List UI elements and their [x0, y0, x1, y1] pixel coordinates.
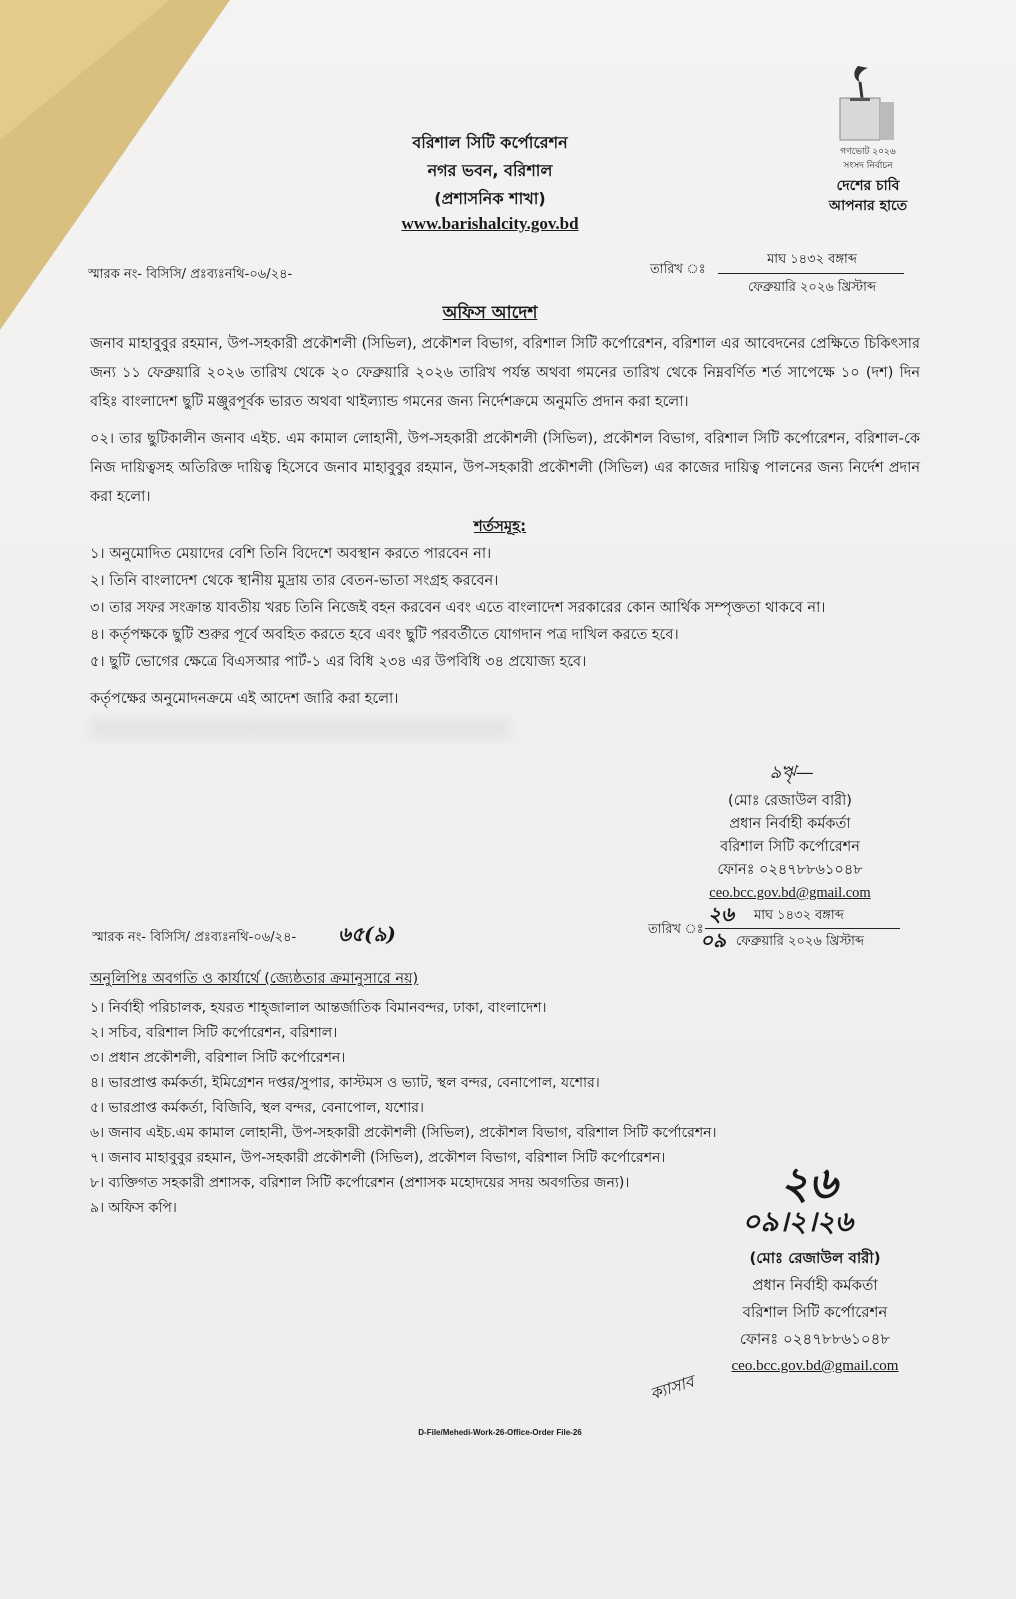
- condition-item: ৫। ছুটি ভোগের ক্ষেত্রে বিএসআর পার্ট-১ এর বিধি ২৩৪ এর উপবিধি ৩৪ প্রযোজ্য হবে।: [90, 654, 587, 670]
- signatory-2-designation: প্রধান নির্বাহী কর্মকর্তা: [752, 1276, 878, 1294]
- memo-2-date-bangla: মাঘ ১৪৩২ বঙ্গাব্দ: [754, 908, 844, 923]
- file-path: D-File/Mehedi-Work-26-Office-Order File-26: [418, 1428, 582, 1437]
- logo-line-3: দেশের চাবি: [836, 178, 900, 194]
- condition-item: ২। তিনি বাংলাদেশ থেকে স্থানীয় মুদ্রায় তার বেতন-ভাতা সংগ্রহ করবেন।: [90, 573, 499, 589]
- logo-line-1: গণভোট ২০২৬: [840, 147, 896, 157]
- signatory-2-phone: ফোনঃ ০২৪৭৮৮৬১০৪৮: [739, 1330, 891, 1348]
- date-label: তারিখ ঃ: [650, 262, 706, 277]
- signatory-2-block: [720, 1245, 910, 1380]
- signatory-1-name: (মোঃ রেজাউল বারী): [728, 793, 852, 809]
- branch-name: (প্রশাসনিক শাখা): [434, 189, 546, 208]
- signatory-1-block: [690, 790, 890, 905]
- order-paragraph-2: ০২। তার ছুটিকালীন জনাব এইচ. এম কামাল লোহানী, উপ-সহকারী প্রকৌশলী (সিভিল), প্রকৌশল বিভাগ, বরিশাল সিটি কর্পোরেশন, বরিশাল-কে নিজ দায়িত্বসহ অতিরিক্ত দায়িত্ব হিসেবে জনাব মাহাবুবুর রহমান, উপ-সহকারী প্রকৌশলী (সিভিল) এর কাজের দায়িত্ব পালনের জন্য নির্দেশ প্রদান করা হলো।: [90, 431, 920, 505]
- memo-2-ref-number: ৬৫(৯): [338, 922, 396, 946]
- memo-reference: স্মারক নং- বিসিসি/ প্রঃব্যঃনথি-০৬/২৪-: [88, 267, 293, 282]
- org-name: বরিশাল সিটি কর্পোরেশন: [412, 133, 568, 152]
- condition-item: ৩। তার সফর সংক্রান্ত যাবতীয় খরচ তিনি নিজেই বহন করবেন এবং এতে বাংলাদেশ সরকারের কোন আর্থিক সম্পৃক্ততা থাকবে না।: [90, 600, 826, 616]
- closing-line: কর্তৃপক্ষের অনুমোদনক্রমে এই আদেশ জারি করা হলো।: [90, 691, 399, 707]
- copy-item: ৩। প্রধান প্রকৌশলী, বরিশাল সিটি কর্পোরেশন।: [90, 1050, 346, 1066]
- handwritten-number: ২৬: [780, 1158, 838, 1209]
- copy-item: ৪। ভারপ্রাপ্ত কর্মকর্তা, ইমিগ্রেশন দপ্তর/সুপার, কাস্টমস ও ভ্যাট, স্থল বন্দর, বেনাপোল, যশোর।: [90, 1075, 600, 1091]
- memo-2-day-bangla: ২৬: [708, 902, 735, 926]
- copy-item: ৬। জনাব এইচ.এম কামাল লোহানী, উপ-সহকারী প্রকৌশলী (সিভিল), প্রকৌশল বিভাগ, বরিশাল সিটি কর্পোরেশন।: [90, 1125, 717, 1141]
- logo-line-4: আপনার হাতে: [828, 198, 908, 214]
- date-english: ফেব্রুয়ারি ২০২৬ খ্রিস্টাব্দ: [747, 280, 877, 295]
- signatory-1-designation: প্রধান নির্বাহী কর্মকর্তা: [729, 816, 851, 832]
- signatory-2-email[interactable]: ceo.bcc.gov.bd@gmail.com: [731, 1358, 899, 1374]
- website-link[interactable]: www.barishalcity.gov.bd: [401, 214, 579, 233]
- memo-2-reference: স্মারক নং- বিসিসি/ প্রঃব্যঃনথি-০৬/২৪-: [92, 930, 297, 945]
- copy-item: ৯। অফিস কপি।: [90, 1200, 177, 1216]
- copy-item: ৫। ভারপ্রাপ্ত কর্মকর্তা, বিজিবি, স্থল বন্দর, বেনাপোল, যশোর।: [90, 1100, 424, 1116]
- copy-item: ৭। জনাব মাহাবুবুর রহমান, উপ-সহকারী প্রকৌশলী (সিভিল), প্রকৌশল বিভাগ, বরিশাল সিটি কর্পোরেশন।: [90, 1150, 666, 1166]
- org-address: নগর ভবন, বরিশাল: [427, 161, 553, 180]
- election-logo: [828, 58, 908, 228]
- page-fold-corner: [0, 0, 170, 140]
- memo-2-date-english: ফেব্রুয়ারি ২০২৬ খ্রিস্টাব্দ: [736, 934, 865, 949]
- logo-line-2: সংসদ নির্বাচন: [843, 161, 893, 171]
- copy-item: ২। সচিব, বরিশাল সিটি কর্পোরেশন, বরিশাল।: [90, 1025, 338, 1041]
- copy-item: ৮। ব্যক্তিগত সহকারী প্রশাসক, বরিশাল সিটি কর্পোরেশন (প্রশাসক মহোদয়ের সদয় অবগতির জন্য)।: [90, 1175, 630, 1191]
- signatory-1-email[interactable]: ceo.bcc.gov.bd@gmail.com: [709, 885, 871, 901]
- copy-item: ১। নির্বাহী পরিচালক, হযরত শাহ্জালাল আন্তর্জাতিক বিমানবন্দর, ঢাকা, বাংলাদেশ।: [90, 1000, 547, 1016]
- received-scribble: ক্যাসাব: [647, 1371, 697, 1404]
- signatory-1-phone: ফোনঃ ০২৪৭৮৮৬১০৪৮: [717, 862, 863, 878]
- condition-item: ১। অনুমোদিত মেয়াদের বেশি তিনি বিদেশে অবস্থান করতে পারবেন না।: [90, 546, 492, 562]
- signatory-2-name: (মোঃ রেজাউল বারী): [749, 1249, 881, 1267]
- signatory-2-org: বরিশাল সিটি কর্পোরেশন: [742, 1303, 888, 1321]
- blurred-text: [90, 718, 510, 738]
- conditions-title: শর্তসমূহ:: [473, 517, 527, 535]
- memo-2-date-divider: [705, 928, 900, 929]
- handwritten-date: ০৯।২।২৬: [742, 1205, 854, 1238]
- condition-item: ৪। কর্তৃপক্ষকে ছুটি শুরুর পূর্বে অবহিত করতে হবে এবং ছুটি পরবর্তীতে যোগদান পত্র দাখিল করতে হবে।: [90, 627, 679, 643]
- order-paragraph-1: জনাব মাহাবুবুর রহমান, উপ-সহকারী প্রকৌশলী (সিভিল), প্রকৌশল বিভাগ, বরিশাল সিটি কর্পোরেশন, বরিশাল এর আবেদনের প্রেক্ষিতে চিকিৎসার জন্য ১১ ফেব্রুয়ারি ২০২৬ তারিখ থেকে ২০ ফেব্রুয়ারি ২০২৬ তারিখ পর্যন্ত অথবা গমনের তারিখ থেকে নিম্নবর্ণিত শর্ত সাপেক্ষে ১০ (দশ) দিন বহিঃ বাংলাদেশ ছুটি মঞ্জুরপূর্বক ভারত অথবা থাইল্যান্ড গমনের জন্য নির্দেশক্রমে অনুমতি প্রদান করা হলো।: [90, 336, 920, 410]
- ballot-box-icon: [828, 58, 908, 153]
- signature-initials: ঌৠ—: [770, 762, 814, 783]
- order-title: অফিস আদেশ: [442, 303, 538, 323]
- memo-2-day-english: ০৯: [700, 928, 726, 952]
- date-divider: [718, 273, 904, 274]
- memo-2-date-label: তারিখ ঃ: [648, 922, 704, 937]
- copies-title: অনুলিপিঃ অবগতি ও কার্যার্থে (জ্যেষ্ঠতার ক্রমানুসারে নয়): [90, 971, 419, 987]
- signatory-1-org: বরিশাল সিটি কর্পোরেশন: [720, 839, 860, 855]
- date-bangla: মাঘ ১৪৩২ বঙ্গাব্দ: [767, 252, 857, 267]
